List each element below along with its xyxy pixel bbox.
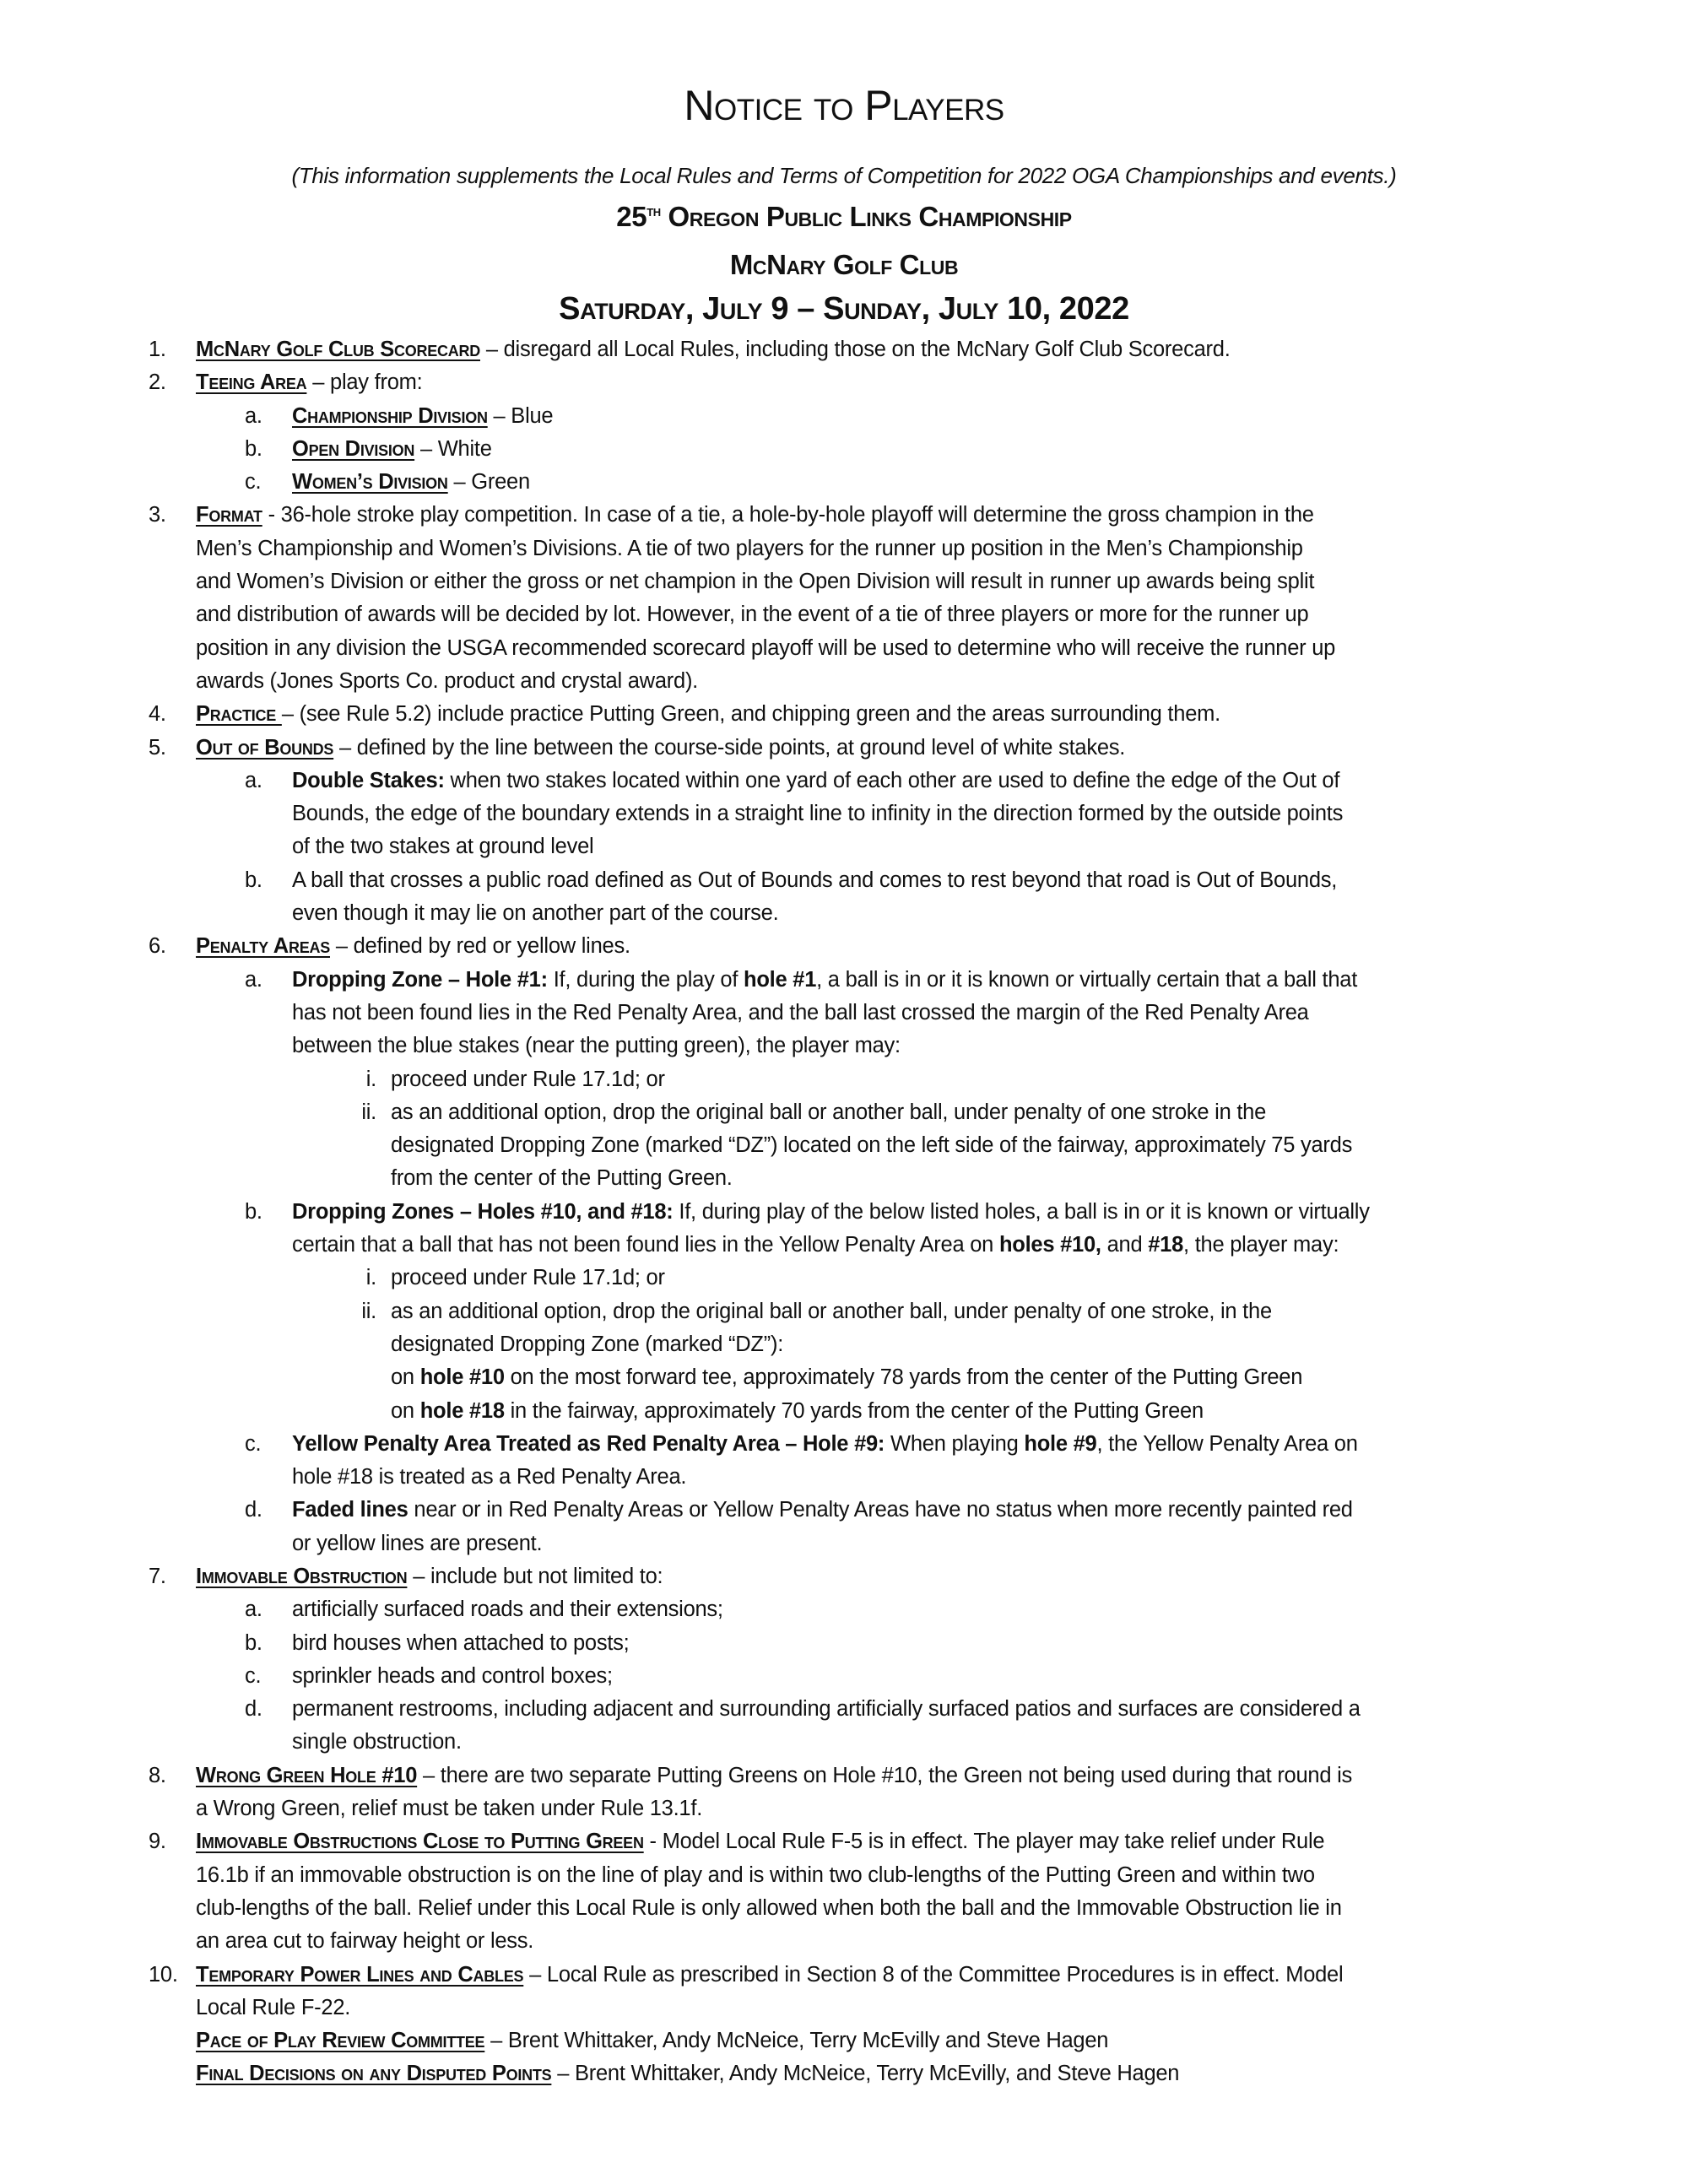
line-text — [196, 1859, 1315, 1892]
venue-title: McNary Golf Club — [729, 249, 959, 280]
line-text — [196, 1959, 1343, 1992]
line-text — [196, 2025, 1108, 2057]
text-segment: between the blue stakes (near the putting green), the player may: — [292, 1034, 901, 1058]
list-item-line — [0, 1825, 1688, 1858]
list-continuation-line — [0, 1030, 1688, 1062]
text-segment: has not been found lies in the Red Penalty Area, and the ball last crossed the margin of the Red Penalty Area — [292, 1000, 1309, 1024]
list-marker: 2. — [149, 370, 166, 395]
text-segment: – Green — [447, 470, 530, 495]
line-text — [292, 400, 553, 433]
line-text — [196, 698, 1220, 731]
line-text — [196, 499, 1314, 532]
section-heading: Penalty Areas — [196, 934, 330, 959]
list-continuation-line — [0, 1527, 1688, 1560]
event-title — [0, 201, 1688, 233]
text-segment: – Local Rule as prescribed in Section 8 of the Committee Procedures is in effect. Model — [523, 1962, 1344, 1987]
bold-text: #18 — [1148, 1233, 1184, 1257]
text-segment: proceed under Rule 17.1d; or — [391, 1266, 665, 1290]
text-segment: and distribution of awards will be decided by lot. However, in the event of a tie of three players or more for the runner up — [196, 603, 1309, 627]
list-item-line — [0, 930, 1688, 963]
list-item-line — [0, 466, 1688, 499]
event-ordinal: th — [647, 203, 661, 219]
text-segment: - Model Local Rule F-5 is in effect. The player may take relief under Rule — [643, 1830, 1325, 1854]
text-segment: When playing — [885, 1431, 1025, 1456]
text-segment: hole #18 is treated as a Red Penalty Area. — [292, 1465, 687, 1489]
list-continuation-line — [0, 1925, 1688, 1958]
list-item-line — [0, 765, 1688, 797]
list-continuation-line — [0, 897, 1688, 930]
bold-text: Yellow Penalty Area Treated as Red Penalty Area – Hole #9: — [292, 1431, 885, 1456]
text-segment: A ball that crosses a public road defined as Out of Bounds and comes to rest beyond that road is Out of Bounds, — [292, 868, 1338, 892]
line-text — [391, 1129, 1352, 1162]
section-heading: Women’s Division — [292, 470, 448, 495]
rules-list — [0, 333, 1688, 2091]
list-marker: 1. — [149, 338, 166, 361]
section-heading: McNary Golf Club Scorecard — [196, 338, 480, 361]
text-segment: – play from: — [306, 370, 423, 395]
section-heading: Final Decisions on any Disputed Points — [196, 2062, 552, 2086]
text-segment: – include but not limited to: — [407, 1564, 663, 1588]
list-item-line — [0, 864, 1688, 897]
line-text — [292, 1593, 723, 1626]
line-text — [292, 1627, 630, 1660]
list-marker: i. — [365, 1266, 376, 1290]
line-text — [292, 797, 1343, 830]
text-segment: – defined by the line between the course-side points, at ground level of white stakes. — [333, 735, 1126, 760]
list-item-line — [0, 333, 1688, 366]
section-heading: Teeing Area — [196, 370, 307, 395]
line-text — [292, 1461, 686, 1494]
list-marker: 4. — [149, 702, 166, 727]
line-text — [196, 333, 1231, 366]
list-marker: 7. — [149, 1564, 166, 1588]
list-marker: b. — [245, 868, 262, 892]
list-item-line — [0, 1494, 1688, 1527]
text-segment: Men’s Championship and Women’s Divisions. A tie of two players for the runner up position in the Men’s Championship — [196, 536, 1303, 560]
list-marker: a. — [245, 403, 262, 428]
list-item-line — [0, 732, 1688, 765]
text-segment: and — [1101, 1233, 1149, 1257]
text-segment: Bounds, the edge of the boundary extends in a straight line to infinity in the direction formed by the outside points — [292, 802, 1344, 826]
list-continuation-line — [0, 1229, 1688, 1262]
text-segment: artificially surfaced roads and their extensions; — [292, 1597, 723, 1622]
section-heading: Immovable Obstruction — [196, 1564, 408, 1588]
list-marker: ii. — [361, 1100, 376, 1124]
line-text — [292, 1726, 462, 1759]
section-heading: Format — [196, 503, 262, 527]
line-text — [292, 1527, 542, 1560]
list-marker: ii. — [361, 1299, 376, 1323]
list-item-line — [0, 1262, 1688, 1295]
text-segment: , a ball is in or it is known or virtually certain that a ball that — [816, 967, 1358, 992]
line-text — [196, 1560, 663, 1593]
list-item-line — [0, 1593, 1688, 1626]
text-segment: club-lengths of the ball. Relief under this Local Rule is only allowed when both the ball and the Immovable Obstruction lie in — [196, 1895, 1342, 1920]
list-item-line — [0, 1096, 1688, 1129]
line-text — [292, 433, 492, 466]
line-text — [196, 598, 1308, 631]
line-text — [196, 1992, 350, 2025]
text-segment: , the Yellow Penalty Area on — [1096, 1431, 1358, 1456]
list-marker: b. — [245, 436, 262, 461]
list-item-line — [0, 499, 1688, 532]
line-text — [292, 466, 530, 499]
text-segment: – there are two separate Putting Greens on Hole #10, the Green not being used during that round is — [417, 1763, 1353, 1787]
line-text — [292, 1196, 1370, 1229]
list-continuation-line — [0, 565, 1688, 598]
section-heading: Wrong Green Hole #10 — [196, 1763, 418, 1787]
list-marker: c. — [245, 470, 262, 495]
bold-text: holes #10, — [998, 1233, 1101, 1257]
line-text — [391, 1096, 1266, 1129]
list-marker: d. — [245, 1697, 262, 1722]
list-marker: i. — [365, 1067, 376, 1091]
line-text — [292, 1229, 1339, 1262]
line-text — [292, 897, 778, 930]
line-text — [292, 1693, 1361, 1726]
event-name: Oregon Public Links Championship — [660, 201, 1072, 232]
text-segment: permanent restrooms, including adjacent and surrounding artificially surfaced patios and surfaces are considered a — [292, 1697, 1361, 1722]
text-segment: - 36-hole stroke play competition. In case of a tie, a hole-by-hole playoff will determine the gross champion in the — [262, 503, 1314, 527]
line-text — [196, 632, 1335, 665]
list-item-line — [0, 1196, 1688, 1229]
text-segment: of the two stakes at ground level — [292, 835, 594, 859]
page-title: Notice to Players — [684, 82, 1004, 129]
list-item-line — [0, 1693, 1688, 1726]
text-segment: awards (Jones Sports Co. product and crystal award). — [196, 668, 699, 693]
text-segment: and Women’s Division or either the gross or net champion in the Open Division will result in runner up awards being split — [196, 570, 1315, 594]
text-segment: even though it may lie on another part of the course. — [292, 901, 779, 926]
text-segment: – White — [414, 436, 492, 461]
text-segment: 16.1b if an immovable obstruction is on the line of play and is within two club-lengths of the Putting Green and within two — [196, 1862, 1315, 1887]
line-text — [292, 1494, 1353, 1527]
line-text — [391, 1063, 665, 1096]
text-segment: – Brent Whittaker, Andy McNeice, Terry McEvilly and Steve Hagen — [484, 2029, 1109, 2053]
list-item-line — [0, 1660, 1688, 1693]
list-item-line — [0, 400, 1688, 433]
text-segment: a Wrong Green, relief must be taken under Rule 13.1f. — [196, 1797, 703, 1821]
list-marker: 3. — [149, 503, 166, 527]
section-heading: Out of Bounds — [196, 735, 334, 760]
list-continuation-line — [0, 1328, 1688, 1361]
list-marker: b. — [245, 1199, 262, 1224]
list-continuation-line — [0, 2057, 1688, 2090]
bold-text: hole #1 — [744, 967, 817, 992]
event-number: 25 — [616, 201, 647, 232]
list-continuation-line — [0, 1792, 1688, 1825]
line-text — [391, 1395, 1204, 1428]
list-continuation-line — [0, 1162, 1688, 1195]
list-continuation-line — [0, 598, 1688, 631]
line-text — [196, 1825, 1324, 1858]
list-continuation-line — [0, 1859, 1688, 1892]
list-item-line — [0, 433, 1688, 466]
line-text — [196, 665, 698, 698]
text-segment: as an additional option, drop the original ball or another ball, under penalty of one stroke in the — [391, 1100, 1267, 1124]
text-segment: bird houses when attached to posts; — [292, 1630, 630, 1655]
list-item-line — [0, 698, 1688, 731]
list-continuation-line — [0, 797, 1688, 830]
list-continuation-line — [0, 2025, 1688, 2057]
section-heading: Championship Division — [292, 403, 488, 428]
line-text — [196, 1892, 1342, 1925]
section-heading: Open Division — [292, 436, 415, 461]
list-marker: a. — [245, 1597, 262, 1622]
text-segment: – defined by red or yellow lines. — [330, 934, 630, 959]
line-text — [196, 565, 1314, 598]
list-marker: a. — [245, 768, 262, 792]
list-marker: b. — [245, 1630, 262, 1655]
line-text — [391, 1162, 733, 1195]
text-segment: position in any division the USGA recommended scorecard playoff will be used to determine who will receive the runner up — [196, 635, 1336, 660]
list-continuation-line — [0, 1129, 1688, 1162]
list-marker: d. — [245, 1498, 262, 1522]
list-item-line — [0, 366, 1688, 399]
list-marker: c. — [245, 1431, 262, 1456]
list-marker: 5. — [149, 735, 166, 760]
text-segment: from the center of the Putting Green. — [391, 1166, 733, 1191]
list-item-line — [0, 1560, 1688, 1593]
line-text — [196, 732, 1125, 765]
section-heading: Temporary Power Lines and Cables — [196, 1962, 524, 1987]
text-segment: an area cut to fairway height or less. — [196, 1929, 534, 1954]
text-segment: – disregard all Local Rules, including those on the McNary Golf Club Scorecard. — [480, 338, 1231, 361]
text-segment: If, during play of the below listed holes, a ball is in or it is known or virtually — [673, 1199, 1370, 1224]
list-marker: a. — [245, 967, 262, 992]
list-continuation-line — [0, 997, 1688, 1030]
text-segment: – Blue — [487, 403, 554, 428]
list-continuation-line — [0, 1361, 1688, 1394]
line-text — [292, 1428, 1358, 1461]
line-text — [391, 1295, 1272, 1328]
line-text — [292, 964, 1357, 997]
list-item-line — [0, 1627, 1688, 1660]
list-continuation-line — [0, 830, 1688, 863]
section-heading: Immovable Obstructions Close to Putting Green — [196, 1830, 644, 1854]
list-continuation-line — [0, 532, 1688, 565]
line-text — [292, 1660, 613, 1693]
text-segment: on the most forward tee, approximately 78 yards from the center of the Putting Green — [504, 1365, 1303, 1390]
bold-text: Faded lines — [292, 1498, 408, 1522]
line-text — [196, 2057, 1179, 2090]
text-segment: sprinkler heads and control boxes; — [292, 1663, 613, 1688]
line-text — [196, 1792, 702, 1825]
text-segment: Local Rule F-22. — [196, 1995, 351, 2019]
list-item-line — [0, 1063, 1688, 1096]
subtitle-note: (This information supplements the Local Rules and Terms of Competition for 2022 OGA Championships and events.) — [291, 163, 1397, 188]
section-heading: Practice — [196, 702, 282, 727]
text-segment: when two stakes located within one yard of each other are used to define the edge of the Out of — [444, 768, 1340, 792]
list-marker: 9. — [149, 1830, 166, 1854]
text-segment: as an additional option, drop the original ball or another ball, under penalty of one stroke, in the — [391, 1299, 1272, 1323]
line-text — [292, 1030, 901, 1062]
line-text — [391, 1262, 665, 1295]
text-segment: If, during the play of — [547, 967, 744, 992]
bold-text: hole #18 — [419, 1398, 505, 1423]
list-continuation-line — [0, 665, 1688, 698]
text-segment: or yellow lines are present. — [292, 1531, 543, 1555]
list-item-line — [0, 1959, 1688, 1992]
line-text — [196, 532, 1303, 565]
text-segment: on — [391, 1398, 420, 1423]
bold-text: hole #10 — [419, 1365, 505, 1390]
text-segment: proceed under Rule 17.1d; or — [391, 1067, 665, 1091]
text-segment: – (see Rule 5.2) include practice Putting Green, and chipping green and the areas surrounding them. — [281, 702, 1220, 727]
text-segment: – Brent Whittaker, Andy McNeice, Terry McEvilly, and Steve Hagen — [551, 2062, 1180, 2086]
list-continuation-line — [0, 1892, 1688, 1925]
text-segment: single obstruction. — [292, 1730, 462, 1754]
bold-text: Dropping Zones – Holes #10, and #18: — [292, 1199, 674, 1224]
line-text — [391, 1361, 1302, 1394]
list-item-line — [0, 1295, 1688, 1328]
list-continuation-line — [0, 1992, 1688, 2025]
text-segment: designated Dropping Zone (marked “DZ”): — [391, 1332, 784, 1356]
line-text — [196, 366, 422, 399]
event-dates: Saturday, July 9 – Sunday, July 10, 2022 — [559, 291, 1129, 327]
bold-text: Double Stakes: — [292, 768, 445, 792]
bold-text: Dropping Zone – Hole #1: — [292, 967, 548, 992]
text-segment: on — [391, 1365, 420, 1390]
line-text — [391, 1328, 783, 1361]
line-text — [292, 864, 1337, 897]
text-segment: near or in Red Penalty Areas or Yellow Penalty Areas have no status when more recently painted red — [408, 1498, 1353, 1522]
list-item-line — [0, 1428, 1688, 1461]
line-text — [292, 997, 1309, 1030]
list-marker: 10. — [149, 1962, 178, 1987]
bold-text: hole #9 — [1024, 1431, 1097, 1456]
list-marker: c. — [245, 1663, 262, 1688]
list-item-line — [0, 964, 1688, 997]
list-continuation-line — [0, 1395, 1688, 1428]
list-marker: 6. — [149, 934, 166, 959]
section-heading: Pace of Play Review Committee — [196, 2029, 485, 2053]
list-item-line — [0, 1760, 1688, 1792]
line-text — [196, 930, 630, 963]
list-continuation-line — [0, 1461, 1688, 1494]
line-text — [196, 1760, 1352, 1792]
line-text — [292, 830, 593, 863]
text-segment: in the fairway, approximately 70 yards from the center of the Putting Green — [504, 1398, 1204, 1423]
list-continuation-line — [0, 632, 1688, 665]
list-continuation-line — [0, 1726, 1688, 1759]
text-segment: designated Dropping Zone (marked “DZ”) located on the left side of the fairway, approximately 75 yards — [391, 1133, 1353, 1158]
line-text — [292, 765, 1339, 797]
list-marker: 8. — [149, 1763, 166, 1787]
text-segment: certain that a ball that has not been found lies in the Yellow Penalty Area on — [292, 1233, 999, 1257]
line-text — [196, 1925, 533, 1958]
text-segment: , the player may: — [1183, 1233, 1339, 1257]
